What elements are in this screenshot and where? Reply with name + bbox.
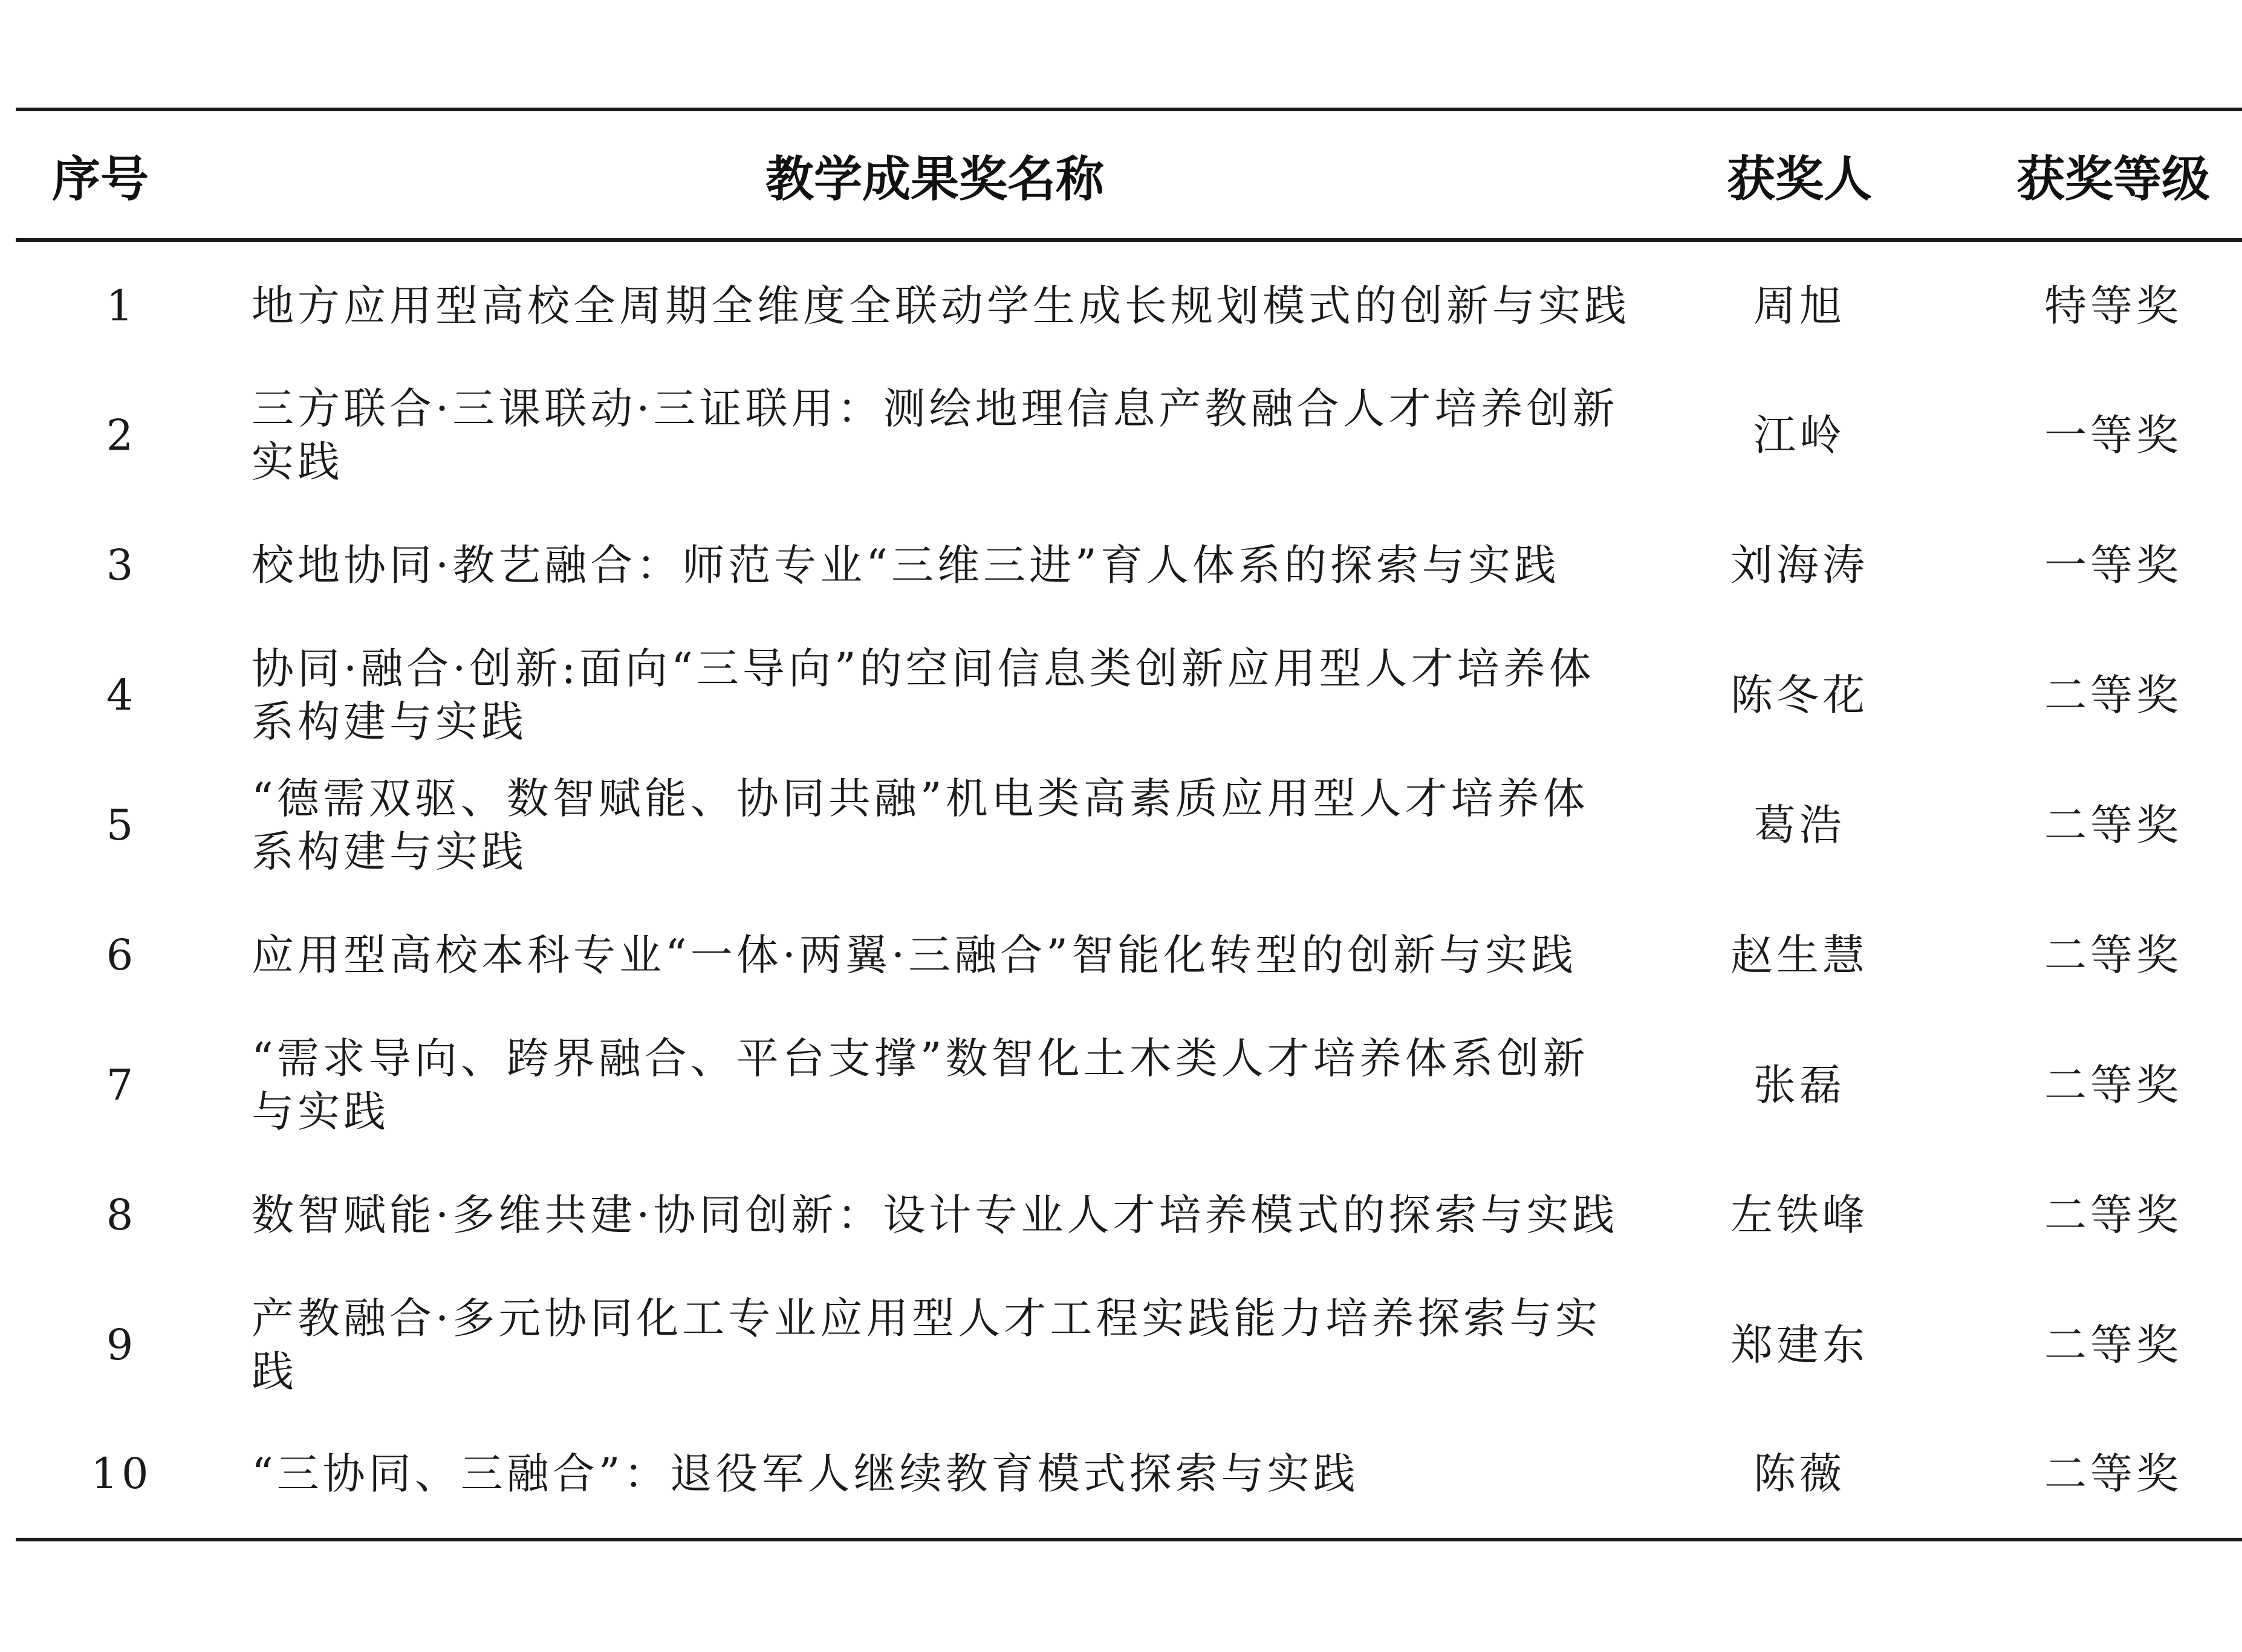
cell-winner: 张磊 [1753,1060,1845,1110]
table-row [16,1280,2242,1410]
cell-winner: 陈冬花 [1730,670,1868,720]
cell-winner: 江岭 [1753,410,1845,460]
table-row [16,1020,2242,1150]
cell-name: 产教融合·多元协同化工专业应用型人才工程实践能力培养探索与实践 [252,1293,1602,1396]
cell-name: 地方应用型高校全周期全维度全联动学生成长规划模式的创新与实践 [252,281,1630,331]
cell-winner: 赵生慧 [1730,930,1868,980]
cell-name: 三方联合·三课联动·三证联用：测绘地理信息产教融合人才培养创新实践 [252,383,1619,487]
table-row [16,500,2242,630]
cell-seq: 4 [106,670,137,720]
table-row [16,370,2242,500]
cell-level: 二等奖 [2044,670,2182,720]
header-level: 获奖等级 [1957,109,2242,240]
table-row [16,630,2242,760]
cell-name: 校地协同·教艺融合：师范专业“三维三进”育人体系的探索与实践 [252,540,1560,590]
cell-level: 二等奖 [1957,1410,2242,1540]
cell-name: 应用型高校本科专业“一体·两翼·三融合”智能化转型的创新与实践 [252,930,1578,980]
table-row [16,890,2242,1020]
cell-level: 特等奖 [2044,281,2182,331]
cell-name: “三协同、三融合”：退役军人继续教育模式探索与实践 [227,1410,1642,1540]
cell-winner: 刘海涛 [1730,540,1868,590]
cell-seq: 8 [106,1190,137,1240]
cell-level: 一等奖 [2044,540,2182,590]
cell-name: “需求导向、跨界融合、平台支撑”数智化土木类人才培养体系创新与实践 [252,1033,1589,1136]
cell-seq: 9 [106,1320,137,1370]
header-seq: 序号 [16,109,227,240]
header-row [16,109,2242,240]
cell-level: 二等奖 [2044,930,2182,980]
cell-level: 二等奖 [2044,1190,2182,1240]
award-table [16,108,2242,1541]
table-row [16,240,2242,370]
cell-seq: 2 [106,410,137,460]
cell-level: 二等奖 [2044,1320,2182,1370]
cell-winner: 左铁峰 [1730,1190,1868,1240]
header-name: 教学成果奖名称 [227,109,1642,240]
cell-winner: 陈薇 [1642,1410,1957,1540]
cell-winner: 郑建东 [1730,1320,1868,1370]
cell-seq: 3 [106,540,137,590]
cell-winner: 周旭 [1753,281,1845,331]
table-header [16,109,2242,240]
table-row [16,760,2242,890]
header-winner: 获奖人 [1642,109,1957,240]
cell-winner: 葛浩 [1753,800,1845,850]
cell-seq: 6 [106,930,137,980]
table-row [16,1410,2242,1540]
cell-level: 一等奖 [2044,410,2182,460]
cell-seq: 1 [106,281,137,331]
cell-name: “德需双驱、数智赋能、协同共融”机电类高素质应用型人才培养体系构建与实践 [252,773,1589,876]
cell-seq: 10 [16,1410,227,1540]
table-body [16,240,2242,1540]
cell-seq: 5 [106,800,137,850]
cell-name: 协同·融合·创新:面向“三导向”的空间信息类创新应用型人才培养体系构建与实践 [252,643,1595,747]
cell-level: 二等奖 [2044,1060,2182,1110]
cell-level: 二等奖 [2044,800,2182,850]
cell-name: 数智赋能·多维共建·协同创新：设计专业人才培养模式的探索与实践 [252,1190,1619,1240]
table-row [16,1150,2242,1280]
cell-seq: 7 [106,1060,137,1110]
